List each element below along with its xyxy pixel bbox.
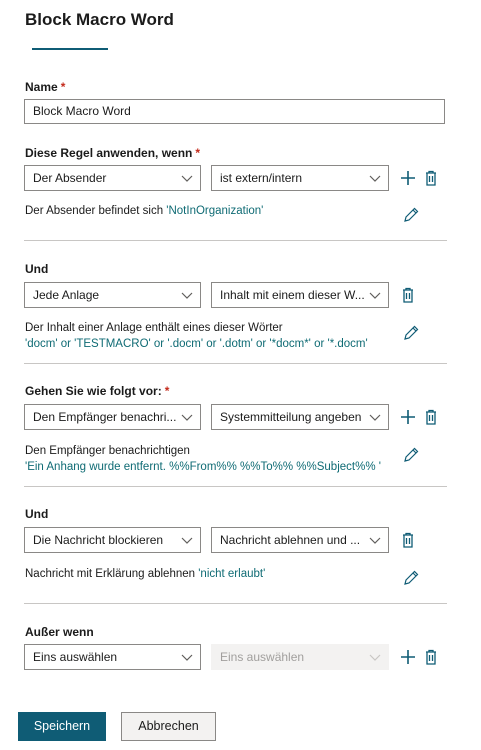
- name-label-text: Name: [25, 80, 58, 94]
- and2-operator-dropdown[interactable]: [211, 527, 389, 553]
- section-divider: [24, 486, 447, 487]
- dropdown-value: Nachricht ablehnen und ...: [220, 533, 361, 547]
- edit-pencil-icon[interactable]: [402, 446, 420, 464]
- page-title: Block Macro Word: [25, 10, 174, 29]
- chevron-down-icon: [368, 410, 382, 424]
- required-mark: *: [195, 146, 201, 160]
- and1-property-dropdown[interactable]: [24, 282, 201, 308]
- name-input[interactable]: Block Macro Word: [24, 99, 445, 124]
- action-label: [25, 384, 169, 398]
- cancel-button[interactable]: Abbrechen: [121, 712, 216, 741]
- dropdown-value: Den Empfänger benachri...: [33, 410, 177, 424]
- delete-action-icon[interactable]: [422, 408, 440, 426]
- save-button[interactable]: Speichern: [18, 712, 106, 741]
- chevron-down-icon: [180, 650, 194, 664]
- add-condition-icon[interactable]: [399, 169, 417, 187]
- name-label: [25, 80, 65, 94]
- dropdown-value: Inhalt mit einem dieser W...: [220, 288, 365, 302]
- title-underline: [32, 48, 108, 50]
- section-divider: [24, 603, 447, 604]
- required-mark: *: [164, 384, 170, 398]
- condition-label-text: Diese Regel anwenden, wenn: [25, 146, 193, 160]
- chevron-down-icon: [368, 533, 382, 547]
- and2-value-link[interactable]: 'nicht erlaubt': [198, 568, 266, 580]
- chevron-down-icon: [368, 288, 382, 302]
- dropdown-value: ist extern/intern: [220, 171, 303, 185]
- dropdown-value: Jede Anlage: [33, 288, 100, 302]
- edit-pencil-icon[interactable]: [402, 206, 420, 224]
- description-text: Der Inhalt einer Anlage enthält eines dieser Wörter: [25, 322, 283, 334]
- dropdown-value: Eins auswählen: [33, 650, 118, 664]
- delete-condition-icon[interactable]: [422, 169, 440, 187]
- except-operator-dropdown: [211, 644, 389, 670]
- and2-action-dropdown[interactable]: [24, 527, 201, 553]
- add-action-icon[interactable]: [399, 408, 417, 426]
- delete-action-icon[interactable]: [399, 531, 417, 549]
- and1-value-link[interactable]: 'docm' or 'TESTMACRO' or '.docm' or '.dotm' or '*docm*' or '*.docm': [25, 338, 368, 350]
- edit-pencil-icon[interactable]: [402, 324, 420, 342]
- condition-label: [25, 146, 200, 160]
- and1-operator-dropdown[interactable]: [211, 282, 389, 308]
- action-description: [25, 443, 381, 475]
- and2-description: [25, 566, 265, 582]
- action-value-link[interactable]: 'Ein Anhang wurde entfernt. %%From%% %%To%% %%Subject%% ': [25, 461, 381, 473]
- and2-label: Und: [25, 507, 49, 521]
- dropdown-value: Systemmitteilung angeben: [220, 410, 362, 424]
- dropdown-value: Eins auswählen: [220, 650, 305, 664]
- and1-label: Und: [25, 262, 49, 276]
- required-mark: *: [60, 80, 66, 94]
- except-property-dropdown[interactable]: [24, 644, 201, 670]
- delete-exception-icon[interactable]: [422, 648, 440, 666]
- chevron-down-icon: [180, 288, 194, 302]
- chevron-down-icon: [368, 650, 382, 664]
- chevron-down-icon: [180, 171, 194, 185]
- action-property-dropdown[interactable]: [24, 404, 201, 430]
- condition-operator-dropdown[interactable]: [211, 165, 389, 191]
- action-label-text: Gehen Sie wie folgt vor:: [25, 384, 162, 398]
- section-divider: [24, 363, 447, 364]
- edit-pencil-icon[interactable]: [402, 569, 420, 587]
- add-exception-icon[interactable]: [399, 648, 417, 666]
- action-operator-dropdown[interactable]: [211, 404, 389, 430]
- and1-description: [25, 320, 368, 352]
- dropdown-value: Die Nachricht blockieren: [33, 533, 164, 547]
- chevron-down-icon: [180, 410, 194, 424]
- description-text: Den Empfänger benachrichtigen: [25, 445, 190, 457]
- chevron-down-icon: [180, 533, 194, 547]
- description-text: Der Absender befindet sich: [25, 205, 167, 217]
- delete-condition-icon[interactable]: [399, 286, 417, 304]
- dropdown-value: Der Absender: [33, 171, 107, 185]
- description-text: Nachricht mit Erklärung ablehnen: [25, 568, 199, 580]
- chevron-down-icon: [368, 171, 382, 185]
- condition-property-dropdown[interactable]: [24, 165, 201, 191]
- condition-description: [25, 203, 263, 219]
- condition-value-link[interactable]: 'NotInOrganization': [166, 205, 264, 217]
- except-label: Außer wenn: [25, 625, 94, 639]
- section-divider: [24, 240, 447, 241]
